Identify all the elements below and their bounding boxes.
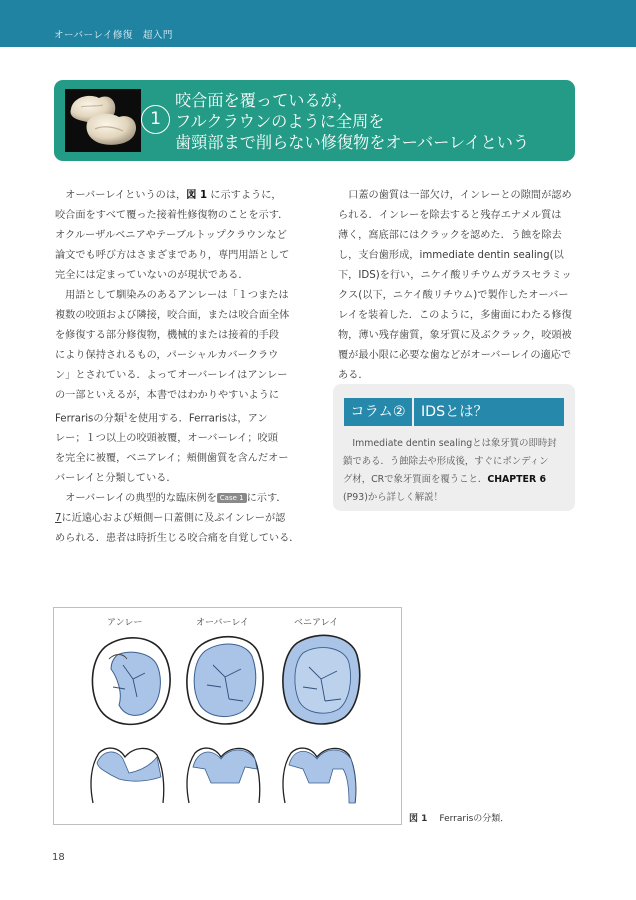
text-line: 咬合面をすべて覆った接着性修復物のことを示す． <box>55 210 289 221</box>
section-title-line: フルクラウンのように全周を <box>175 112 385 131</box>
figure-caption-number: 図 1 <box>409 814 428 824</box>
text-line: められる．患者は時折生じる咬合痛を自覚している． <box>55 533 300 545</box>
section-title-line: 歯頸部まで削らない修復物をオーバーレイという <box>175 133 530 152</box>
text-line: 用語として馴染みのあるアンレーは「１つまたは <box>55 290 289 301</box>
page-number: 18 <box>52 852 65 863</box>
text-line: バーレイと分類している． <box>55 473 177 485</box>
text-line: 完全には定まっていないのが現状である． <box>55 270 249 281</box>
chapter-reference: CHAPTER 6 <box>487 474 546 485</box>
text-line: オーバーレイというのは，図 1 に示すように， <box>55 190 282 201</box>
text-line: を完全に被覆，ベニアレイ；頬側歯質を含んだオー <box>55 453 289 465</box>
text-line: 鎖である．う蝕除去や形成後，すぐにボンディン <box>343 456 549 467</box>
text-line: Immediate dentin sealingとは象牙質の即時封 <box>343 438 557 449</box>
text-line: ン」とされている．よってオーバーレイはアンレー <box>55 370 288 381</box>
text-line: レー；１つ以上の咬頭被覆，オーバーレイ；咬頭 <box>55 433 278 445</box>
text-line: 下，IDS)を行い，ニケイ酸リチウムガラスセラミッ <box>338 270 572 281</box>
overlay-occlusal-view <box>187 637 263 724</box>
overlay-restoration-photo <box>65 89 141 152</box>
text-line: 複数の咬頭および隣接，咬合面，または咬合面全体 <box>55 310 290 321</box>
section-title-line: 咬合面を覆っているが， <box>175 91 354 110</box>
text-line: オクルーザルベニアやテーブルトップクラウンなど <box>55 230 287 241</box>
onlay-occlusal-view <box>92 638 170 725</box>
text-line: 7に近遠心および頬側ー口蓋側に及ぶインレーが認 <box>55 513 286 525</box>
text-line: を修復する部分修復物，機械的または接着的手段 <box>55 330 280 341</box>
text-line: ある． <box>338 370 369 381</box>
figure-caption-text: Ferrarisの分類． <box>439 814 510 824</box>
text-line: 薄く，窩底部にはクラックを認めた．う蝕を除去 <box>338 230 562 241</box>
ferraris-classification-diagram <box>53 607 402 825</box>
figure-label-onlay: アンレー <box>107 618 143 628</box>
figure-label-veneerlay: ベニアレイ <box>294 618 339 628</box>
text-line: 論文でも呼び方はさまざまであり，専門用語として <box>55 250 290 261</box>
running-header-title: オーバーレイ修復 超入門 <box>54 30 173 41</box>
text-line: により保持されるもの，パーシャルカバークラウ <box>55 350 279 361</box>
right-text-column <box>338 186 576 386</box>
onlay-cross-section <box>91 748 164 803</box>
section-banner <box>54 80 575 161</box>
text-line: し，支台歯形成，immediate dentin sealing(以 <box>338 250 564 261</box>
text-line: Ferrarisの分類$^1$を使用する．Ferrarisは，アン <box>55 412 268 425</box>
text-line: クス(以下，ニケイ酸リチウム)で製作したオーバー <box>338 290 569 301</box>
column-title: IDSとは？ <box>414 398 564 426</box>
section-title <box>175 90 529 153</box>
text-line: 口蓋の歯質は一部欠け，インレーとの隙間が認め <box>338 190 572 201</box>
overlay-cross-section <box>187 748 260 803</box>
figure-label-overlay: オーバーレイ <box>196 618 249 628</box>
veneerlay-occlusal-view <box>283 635 360 724</box>
section-number: 1 <box>141 105 170 134</box>
left-text-column <box>55 186 313 549</box>
text-line: 覆が最小限に必要な歯などがオーバーレイの適応で <box>338 350 572 361</box>
column-text <box>343 435 569 507</box>
citation-superscript: 1 <box>123 412 128 419</box>
tooth-number: 7 <box>55 513 62 525</box>
text-line: 物，薄い残存歯質，象牙質に及ぶクラック，咬頭被 <box>338 330 572 341</box>
text-line: (P93)から詳しく解説！ <box>343 492 443 503</box>
column-label: コラム② <box>344 398 412 426</box>
column-box <box>333 384 575 511</box>
veneerlay-cross-section <box>283 748 356 803</box>
text-line: られる．インレーを除去すると残存エナメル質は <box>338 210 562 221</box>
figure-caption <box>409 811 509 824</box>
case-badge: Case 1 <box>217 493 247 503</box>
text-line: の一部といえるが，本書ではわかりやすいように <box>55 390 280 401</box>
figure-reference: 図 1 <box>186 190 208 201</box>
text-line: レイを装着した．このように，多歯面にわたる修復 <box>338 310 572 321</box>
text-line: グ材，CRで象牙質面を覆うこと．CHAPTER 6 <box>343 474 546 485</box>
text-line: オーバーレイの典型的な臨床例を Case 1 に示す． <box>55 493 287 505</box>
